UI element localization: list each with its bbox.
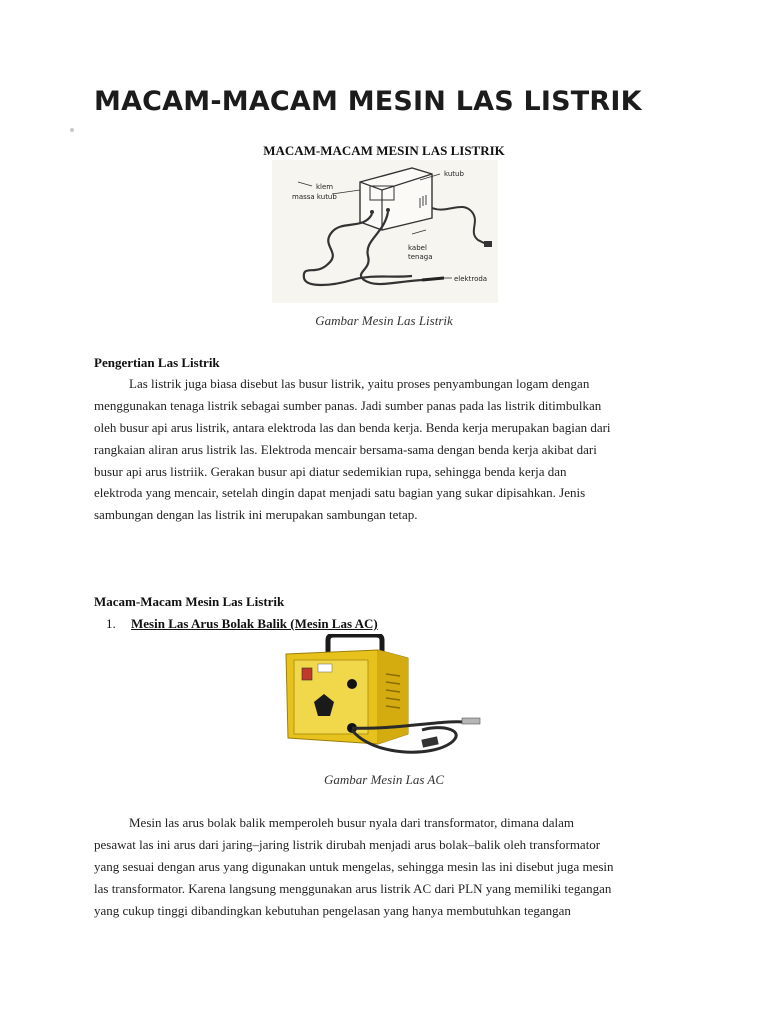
- ac-welding-machine-photo: [282, 634, 486, 761]
- label-tenaga: tenaga: [408, 253, 433, 261]
- paragraph-mesin-las-ac: [94, 812, 694, 921]
- paragraph-line: Las listrik juga biasa disebut las busur listrik, yaitu proses penyambungan logam dengan: [129, 376, 590, 391]
- label-kabel: kabel: [408, 244, 427, 252]
- figure-caption-ac: Gambar Mesin Las AC: [323, 772, 445, 787]
- paragraph-line: las transformator. Karena langsung menggunakan arus listrik AC dari PLN yang memiliki tegangan: [94, 880, 612, 896]
- paragraph-line: oleh busur api arus listrik, antara elektroda las dan benda kerja. Benda kerja merupakan bagian dari: [94, 419, 611, 435]
- section-heading: Macam-Macam Mesin Las Listrik: [94, 594, 285, 609]
- paragraph-line: elektroda yang mencair, setelah dingin dapat menjadi satu bagian yang sukar dipisahkan. Jenis: [94, 485, 586, 501]
- paragraph-line: sambungan dengan las listrik ini merupakan sambungan tetap.: [94, 507, 418, 523]
- paragraph-line: menggunakan tenaga listrik sebagai sumber panas. Jadi sumber panas pada las listrik ditimbulkan: [94, 397, 602, 413]
- list-number: 1.: [106, 616, 116, 631]
- label-klem: klem: [316, 183, 334, 191]
- label-massa-kutub: massa kutub: [292, 193, 337, 201]
- figure-caption: Gambar Mesin Las Listrik: [315, 313, 453, 328]
- paragraph-pengertian: [94, 373, 694, 526]
- label-kutub: kutub: [444, 170, 464, 178]
- paragraph-line: yang sesuai dengan arus yang digunakan untuk mengelas, sehingga mesin las ini disebut juga mesin: [94, 858, 614, 874]
- welding-machine-diagram: [272, 160, 498, 303]
- bullet-dot: [70, 128, 74, 132]
- page-title: MACAM-MACAM MESIN LAS LISTRIK: [94, 86, 642, 117]
- paragraph-line: yang cukup tinggi dibandingkan kebutuhan pengelasan yang hanya membutuhkan tegangan: [94, 902, 571, 918]
- paragraph-line: busur api arus listriik. Gerakan busur api diatur sedemikian rupa, sehingga benda kerja dan: [94, 463, 567, 479]
- paragraph-line: pesawat las ini arus dari jaring–jaring listrik dirubah menjadi arus bolak–balik oleh transformator: [94, 836, 601, 852]
- figure-heading: MACAM-MACAM MESIN LAS LISTRIK: [263, 143, 505, 158]
- paragraph-line: rangkaian aliran arus listrik las. Elektroda mencair bersama-sama dengan benda kerja akibat dari: [94, 441, 597, 457]
- paragraph-line: Mesin las arus bolak balik memperoleh busur nyala dari transformator, dimana dalam: [129, 815, 574, 830]
- label-elektroda: elektroda: [454, 275, 488, 283]
- list-item: [106, 616, 378, 632]
- section-heading: Pengertian Las Listrik: [94, 355, 220, 370]
- list-item-title: Mesin Las Arus Bolak Balik (Mesin Las AC): [131, 616, 378, 631]
